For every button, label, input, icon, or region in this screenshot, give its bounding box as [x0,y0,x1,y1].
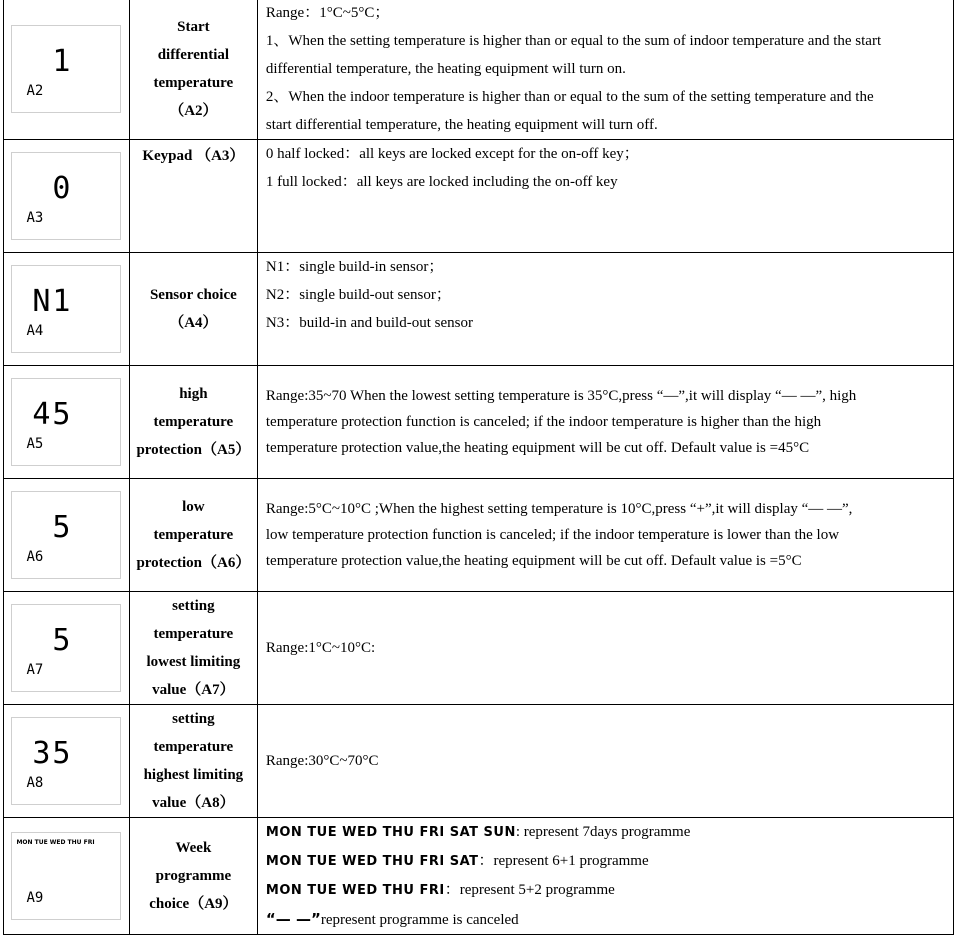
table-row [4,592,954,705]
table-row [4,366,954,479]
parameter-name: protection（A6） [136,555,251,571]
description-line: differential temperature, the heating equipment will turn on. [265,61,626,77]
display-cell [4,0,130,140]
description-line: Range：1°C~5°C； [265,5,390,21]
parameter-name: protection（A5） [136,442,251,458]
description-line: low temperature protection function is canceled; if the indoor temperature is lower than the low [265,527,840,543]
parameter-name: setting [172,598,215,614]
week-option-text: : represent 7days programme [515,824,691,840]
parameter-name-cell [129,366,257,479]
display-cell [4,140,130,253]
lcd-value: 5 [52,623,73,658]
parameter-name-cell [129,140,257,253]
lcd-week-days: MON TUE WED THU FRI [16,839,95,846]
lcd-display [11,491,121,579]
display-cell [4,253,130,366]
parameter-name: temperature [153,527,234,543]
display-cell [4,479,130,592]
parameter-name: low [182,499,205,515]
week-option-text: represent programme is canceled [320,912,519,928]
lcd-value: 0 [52,171,73,206]
lcd-display [11,378,121,466]
lcd-display [11,265,121,353]
lcd-value: N1 [32,284,73,319]
parameter-name-cell [129,818,257,935]
lcd-code: A7 [26,662,44,678]
lcd-code: A2 [26,83,44,99]
parameter-name: temperature [153,626,234,642]
description-cell [257,479,953,592]
week-option [266,818,947,847]
week-days-label: MON TUE WED THU FRI SAT [265,854,479,869]
lcd-value: 45 [32,397,73,432]
description-cell [257,592,953,705]
week-option [266,876,947,905]
parameter-name-cell [129,592,257,705]
description-cell [257,140,953,253]
table-row [4,140,954,253]
week-option-text: ：represent 5+2 programme [444,882,615,898]
lcd-display [11,152,121,240]
parameter-name: choice（A9） [149,896,238,912]
parameter-name: temperature [153,739,234,755]
lcd-display [11,832,121,920]
description-line: Range:1°C~10°C: [265,640,376,656]
display-cell [4,705,130,818]
lcd-display [11,25,121,113]
parameter-name-cell [129,0,257,140]
description-line: temperature protection function is canceled; if the indoor temperature is higher than the high [265,414,822,430]
parameter-table [3,0,954,935]
parameter-name: programme [155,868,232,884]
description-line: temperature protection value,the heating equipment will be cut off. Default value is =5°C [265,553,802,569]
parameter-name: value（A7） [152,682,235,698]
lcd-value: 1 [52,44,73,79]
parameter-name: （A2） [169,103,218,119]
parameter-name: Week [175,840,212,856]
description-line: temperature protection value,the heating equipment will be cut off. Default value is =45°C [265,440,810,456]
description-line: 1、When the setting temperature is higher than or equal to the sum of indoor temperature and the start [265,33,882,49]
display-cell [4,818,130,935]
parameter-name: value（A8） [152,795,235,811]
description-line: Range:5°C~10°C ;When the highest setting temperature is 10°C,press “+”,it will display “— —”, [265,501,853,517]
table-row [4,253,954,366]
parameter-name-cell [129,705,257,818]
parameter-name: temperature [153,75,234,91]
lcd-code: A5 [26,436,44,452]
table-row [4,705,954,818]
lcd-code: A8 [26,775,44,791]
week-option [266,847,947,876]
description-cell [257,0,953,140]
description-line: N1：single build-in sensor； [265,259,444,275]
parameter-name: Keypad （A3） [142,148,245,164]
week-days-label: MON TUE WED THU FRI [265,883,445,898]
description-line: Range:35~70 When the lowest setting temperature is 35°C,press “—”,it will display “— —”, high [265,388,857,404]
description-line: 2、When the indoor temperature is higher than or equal to the sum of the setting temperature and the [265,89,874,105]
lcd-code: A6 [26,549,44,565]
parameter-name: highest limiting [143,767,244,783]
description-line: start differential temperature, the heating equipment will turn off. [265,117,658,133]
parameter-name: differential [157,47,230,63]
lcd-code: A4 [26,323,44,339]
description-cell [257,366,953,479]
description-cell [257,253,953,366]
lcd-code: A9 [26,890,44,906]
week-days-label: MON TUE WED THU FRI SAT SUN [265,825,516,840]
lcd-value: 35 [32,736,73,771]
lcd-code: A3 [26,210,44,226]
description-line: 1 full locked：all keys are locked including the on-off key [265,174,618,190]
parameter-name: setting [172,711,215,727]
table-row [4,818,954,935]
parameter-name: （A4） [169,315,218,331]
cancel-dash-symbol: “— —” [265,910,321,928]
lcd-display [11,604,121,692]
parameter-name-cell [129,253,257,366]
parameter-name: lowest limiting [146,654,241,670]
description-line: Range:30°C~70°C [265,753,379,769]
description-line: 0 half locked：all keys are locked except for the on-off key； [265,146,639,162]
description-line: N2：single build-out sensor； [265,287,451,303]
description-cell [257,705,953,818]
display-cell [4,592,130,705]
description-cell [257,818,953,935]
description-line: N3：build-in and build-out sensor [265,315,473,331]
table-row [4,479,954,592]
parameter-name-cell [129,479,257,592]
parameter-name: Sensor choice [149,287,237,303]
lcd-display [11,717,121,805]
week-option-text: ：represent 6+1 programme [478,853,649,869]
display-cell [4,366,130,479]
parameter-name: temperature [153,414,234,430]
lcd-value: 5 [52,510,73,545]
parameter-name: high [179,386,208,402]
table-row [4,0,954,140]
parameter-name: Start [177,19,210,35]
